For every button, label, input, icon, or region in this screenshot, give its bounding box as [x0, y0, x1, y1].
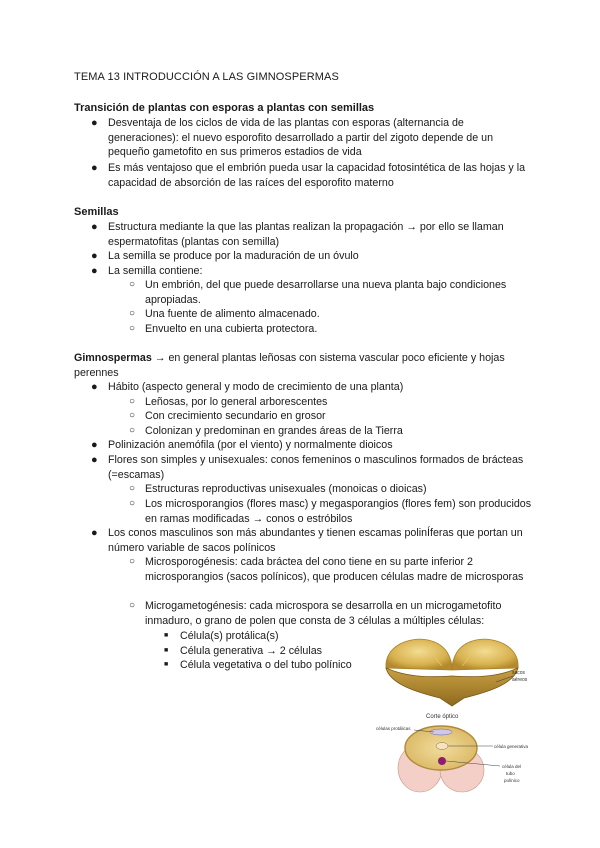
label-sacos: sacos	[512, 670, 526, 676]
sub-list-item-text: Microsporogénesis: cada bráctea del cono tiene en su parte inferior 2 microsporangios (sacos polínicos), que producen células madre de microsporas	[145, 556, 524, 583]
list-item-text: Es más ventajoso que el embrión pueda usar la capacidad fotosintética de las hojas y la capacidad de absorción de las raíces del esporofito materno	[108, 162, 526, 189]
gimnospermas-paragraph	[74, 351, 534, 380]
list-item-text: Los conos masculinos son más abundantes y tienen escamas polinÍferas que portan un número variable de sacos polínicos	[108, 527, 523, 554]
sub-list-item-text: Con crecimiento secundario en grosor	[145, 410, 326, 422]
sub-list-item-text: Leñosas, por lo general arborescentes	[145, 396, 328, 408]
circle-bullet-icon: ○	[129, 410, 136, 421]
circle-bullet-icon: ○	[129, 308, 136, 319]
circle-bullet-icon: ○	[129, 425, 136, 436]
document-title: TEMA 13 INTRODUCCIÓN A LAS GIMNOSPERMAS	[74, 71, 339, 83]
circle-bullet-icon: ○	[129, 323, 136, 334]
pollen-saccus-left	[386, 639, 452, 670]
sub-list-item	[129, 599, 535, 628]
square-bullet-icon: ■	[164, 661, 169, 668]
sub-list-item-text: Los microsporangios (flores masc) y megasporangios (flores fem) son producidos en ramas modificadas → conos o estróbilos	[145, 498, 532, 525]
sub-list-item-text: Colonizan y predominan en grandes áreas de la Tierra	[145, 425, 403, 437]
pollen-saccus-right	[452, 639, 518, 670]
circle-bullet-icon: ○	[129, 556, 136, 567]
list-item-text: Hábito (aspecto general y modo de crecimiento de una planta)	[108, 381, 404, 393]
sub-list-item	[129, 409, 535, 424]
sub-list-item	[129, 482, 535, 497]
list-item-text: Flores son simples y unisexuales: conos femeninos o masculinos formados de brácteas (=escamas)	[108, 454, 524, 481]
bullet-icon: ●	[91, 454, 98, 466]
sub-list-item-text: Microgametogénesis: cada microspora se desarrolla en un microgametofito inmaduro, o grano de polen que consta de 3 células a múltiples células:	[145, 600, 502, 627]
pollen-body	[386, 668, 518, 706]
bullet-icon: ●	[91, 221, 98, 233]
gimnospermas-term: Gimnospermas	[74, 352, 152, 364]
label-protalicas: células protálicas	[376, 726, 411, 731]
cell-list-item-text: Célula(s) protálica(s)	[180, 630, 279, 642]
label-polinico: polínico	[504, 778, 520, 783]
cell-list-item-text: Célula generativa → 2 células	[180, 645, 322, 657]
sub-list-item-text: Una fuente de alimento almacenado.	[145, 308, 320, 320]
list-item-text: La semilla contiene:	[108, 265, 203, 277]
bullet-icon: ●	[91, 381, 98, 393]
sub-list-item-text: Un embrión, del que puede desarrollarse una nueva planta bajo condiciones apropiadas.	[145, 279, 507, 306]
sub-list-item-text: Estructuras reproductivas unisexuales (monoicas o dioicas)	[145, 483, 427, 495]
circle-bullet-icon: ○	[129, 600, 136, 611]
tube-nucleus	[438, 757, 446, 765]
list-item	[91, 453, 533, 482]
label-tubo: tubo	[506, 771, 515, 776]
bullet-icon: ●	[91, 527, 98, 539]
list-item	[91, 220, 533, 249]
square-bullet-icon: ■	[164, 632, 169, 639]
sub-list-item	[129, 555, 535, 584]
sub-list-item	[129, 307, 535, 322]
circle-bullet-icon: ○	[129, 279, 136, 290]
sub-list-item	[129, 395, 535, 410]
list-item-text: Polinización anemófila (por el viento) y normalmente dioicos	[108, 439, 393, 451]
list-item-text: Estructura mediante la que las plantas realizan la propagación → por ello se llaman espermatofitas (plantas con semilla)	[108, 221, 504, 248]
circle-bullet-icon: ○	[129, 396, 136, 407]
list-item-text: La semilla se produce por la maduración de un óvulo	[108, 250, 359, 262]
square-bullet-icon: ■	[164, 647, 169, 654]
cell-list-item-text: Célula vegetativa o del tubo polínico	[180, 659, 352, 671]
section-heading-semillas: Semillas	[74, 206, 119, 218]
circle-bullet-icon: ○	[129, 483, 136, 494]
list-item	[91, 380, 533, 395]
corte-optico-label: Corte óptico	[426, 714, 459, 720]
generative-cell	[436, 743, 448, 750]
bullet-icon: ●	[91, 265, 98, 277]
sub-list-item	[129, 497, 535, 526]
list-item	[91, 526, 533, 555]
list-item	[91, 438, 533, 453]
label-aereos: aéreos	[512, 677, 528, 683]
pollen-section-illustration	[370, 718, 560, 798]
bullet-icon: ●	[91, 250, 98, 262]
sub-list-item	[129, 278, 535, 307]
bullet-icon: ●	[91, 162, 98, 174]
sub-list-item	[129, 424, 535, 439]
circle-bullet-icon: ○	[129, 498, 136, 509]
sub-list-item-text: Envuelto en una cubierta protectora.	[145, 323, 318, 335]
bullet-icon: ●	[91, 117, 98, 129]
list-item-text: Desventaja de los ciclos de vida de las plantas con esporas (alternancia de generaciones): el nuevo esporofito desarrollado a partir del zigoto depende de un pequeño gametofito en sus primeros estadios de vida	[108, 117, 494, 159]
list-item	[91, 249, 533, 264]
list-item	[91, 264, 533, 279]
section-heading-transicion: Transición de plantas con esporas a plantas con semillas	[74, 102, 375, 114]
label-celula-del: célula del	[502, 764, 522, 769]
list-item	[91, 116, 533, 160]
bullet-icon: ●	[91, 439, 98, 451]
sub-list-item	[129, 322, 535, 337]
list-item	[91, 161, 533, 190]
gimnospermas-definition: → en general plantas leñosas con sistema vascular poco eficiente y hojas perennes	[74, 352, 505, 379]
label-generativa: célula generativa	[494, 744, 529, 749]
